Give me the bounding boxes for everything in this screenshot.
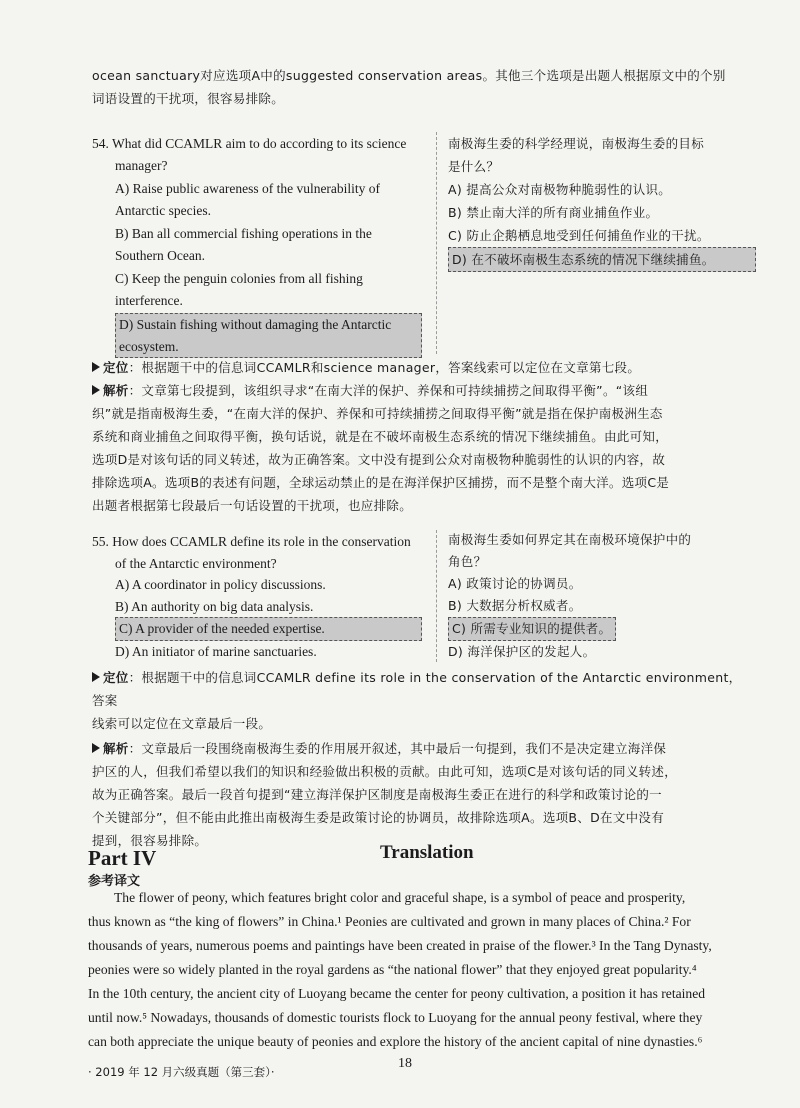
label: 定位	[103, 360, 129, 375]
text: 故为正确答案。最后一段首句提到“建立海洋保护区制度是南极海生委正在进行的科学和政策讨论的一	[92, 787, 662, 802]
option-text: ecosystem.	[119, 338, 179, 354]
q55-stem: of the Antarctic environment?	[115, 555, 277, 571]
q55-stem-cn: 南极海生委如何界定其在南极环境保护中的	[448, 532, 692, 547]
text: ：根据题干中的信息词CCAMLR define its role in the conservation of the Antarctic environment，答案	[92, 670, 742, 708]
column-divider	[436, 132, 437, 354]
q54-answer-highlight	[115, 313, 422, 358]
q54-option-b	[115, 223, 422, 266]
translation-line: thus known as “the king of flowers” in China.¹ Peonies are cultivated and grown in many places of China.² For	[88, 914, 691, 929]
q55-english	[92, 531, 422, 662]
translation-line: until now.⁵ Nowadays, thousands of domestic tourists flock to Luoyang for the annual peony festival, where they	[88, 1010, 703, 1025]
part-heading: Part IV	[88, 846, 157, 870]
page-number: 18	[398, 1056, 412, 1071]
section-title: Translation	[380, 842, 474, 863]
q55-option-d-cn: D) 海洋保护区的发起人。	[448, 644, 596, 659]
text: 选项D是对该句话的同义转述，故为正确答案。文中没有提到公众对南极物种脆弱性的认识的内容，故	[92, 452, 666, 467]
option-text: interference.	[115, 292, 183, 308]
q54-options	[92, 178, 422, 358]
q54-option-c-cn: C) 防止企鹅栖息地受到任何捕鱼作业的干扰。	[448, 228, 710, 243]
text: 提到，很容易排除。	[92, 833, 208, 848]
q54-locate	[92, 356, 744, 379]
q54-option-a	[115, 178, 422, 221]
option-text: A) Raise public awareness of the vulnerability of	[115, 181, 381, 196]
q55-chinese	[448, 529, 756, 663]
q55-stem: 55. How does CCAMLR define its role in the conservation	[92, 534, 411, 549]
q54-option-a-cn: A) 提高公众对南极物种脆弱性的认识。	[448, 182, 672, 197]
q55-stem-cn: 角色？	[448, 554, 487, 569]
label: 解析	[103, 383, 129, 398]
translation-line: peonies were so widely planted in the royal gardens as “the national flower” that they enjoyed great popularity.⁴	[88, 962, 697, 977]
text: 出题者根据第七段最后一句话设置的干扰项，也应排除。	[92, 498, 413, 513]
text: ：根据题干中的信息词CCAMLR和science manager，答案线索可以定位在文章第七段。	[128, 360, 641, 375]
text: ：文章最后一段围绕南极海生委的作用展开叙述，其中最后一句提到，我们不是决定建立海洋保	[128, 741, 667, 756]
text: 系统和商业捕鱼之间取得平衡，换句话说，就是在不破坏南极生态系统的情况下继续捕鱼。由此可知，	[92, 429, 669, 444]
translation-line: In the 10th century, the ancient city of Luoyang became the center for peony cultivation, a position it has retained	[88, 986, 706, 1001]
intro-paragraph	[92, 64, 752, 110]
option-text: D) Sustain fishing without damaging the Antarctic	[119, 317, 392, 332]
q54-stem: 54. What did CCAMLR aim to do according to its science	[92, 136, 407, 151]
q55-option-a-cn: A) 政策讨论的协调员。	[448, 576, 582, 591]
text: 个关键部分”，但不能由此推出南极海生委是政策讨论的协调员，故排除选项A。选项B、D在文中没有	[92, 810, 665, 825]
option-text: B) Ban all commercial fishing operations in the	[115, 226, 372, 241]
q55-answer-cn-highlight: C) 所需专业知识的提供者。	[448, 617, 616, 641]
q55-options	[92, 574, 422, 662]
label: 定位	[103, 670, 129, 685]
option-text: C) Keep the penguin colonies from all fishing	[115, 271, 363, 286]
triangle-bullet-icon	[92, 362, 100, 372]
q55-locate	[92, 666, 744, 735]
q55-option-b: B) An authority on big data analysis.	[115, 598, 314, 614]
translation-line: can both appreciate the unique beauty of peonies and explore the history of the ancient capital of nine dynasties.⁶	[88, 1034, 703, 1049]
q54-answer-cn-highlight: D) 在不破坏南极生态系统的情况下继续捕鱼。	[448, 247, 756, 272]
intro-line: 词语设置的干扰项，很容易排除。	[92, 91, 285, 106]
q54-analysis	[92, 379, 744, 517]
q54-english	[92, 133, 422, 358]
q54-stem-cn: 南极海生委的科学经理说，南极海生委的目标	[448, 136, 705, 151]
footer-source: · 2019 年 12 月六级真题（第三套）·	[88, 1065, 275, 1079]
q55-option-d: D) An initiator of marine sanctuaries.	[115, 643, 317, 659]
text: 排除选项A。选项B的表述有问题，全球运动禁止的是在海洋保护区捕捞，而不是整个南大洋。选项C是	[92, 475, 670, 490]
triangle-bullet-icon	[92, 743, 100, 753]
intro-line: ocean sanctuary对应选项A中的suggested conservation areas。其他三个选项是出题人根据原文中的个别	[92, 68, 726, 83]
translation-paragraph	[88, 886, 748, 1054]
q54-stem-cn: 是什么？	[448, 159, 500, 174]
q54-stem: manager?	[115, 157, 168, 173]
q55-answer-highlight: C) A provider of the needed expertise.	[115, 617, 422, 641]
translation-line: thousands of years, numerous poems and paintings have been created in praise of the flower.³ In the Tang Dynasty,	[88, 938, 712, 953]
q54-option-c	[115, 268, 422, 311]
q54-option-b-cn: B) 禁止南大洋的所有商业捕鱼作业。	[448, 205, 659, 220]
section-subtitle: 参考译文	[88, 874, 141, 889]
text: 织”就是指南极海生委，“在南大洋的保护、养保和可持续捕捞之间取得平衡”就是指在保护南极洲生态	[92, 406, 663, 421]
option-text: Southern Ocean.	[115, 247, 205, 263]
q55-analysis	[92, 737, 744, 852]
q55-option-b-cn: B) 大数据分析权威者。	[448, 598, 582, 613]
text: 线索可以定位在文章最后一段。	[92, 716, 272, 731]
column-divider	[436, 530, 437, 662]
label: 解析	[103, 741, 129, 756]
text: 护区的人，但我们希望以我们的知识和经验做出积极的贡献。由此可知，选项C是对该句话的同义转述，	[92, 764, 678, 779]
option-text: Antarctic species.	[115, 202, 211, 218]
triangle-bullet-icon	[92, 385, 100, 395]
q54-explanation	[92, 356, 744, 517]
q55-option-a: A) A coordinator in policy discussions.	[115, 577, 326, 592]
triangle-bullet-icon	[92, 672, 100, 682]
translation-line: The flower of peony, which features bright color and graceful shape, is a symbol of peace and prosperity,	[114, 890, 686, 905]
text: ：文章第七段提到，该组织寻求“在南大洋的保护、养保和可持续捕捞之间取得平衡”。“该组	[128, 383, 649, 398]
q55-explanation	[92, 666, 744, 852]
q54-chinese	[448, 132, 756, 272]
